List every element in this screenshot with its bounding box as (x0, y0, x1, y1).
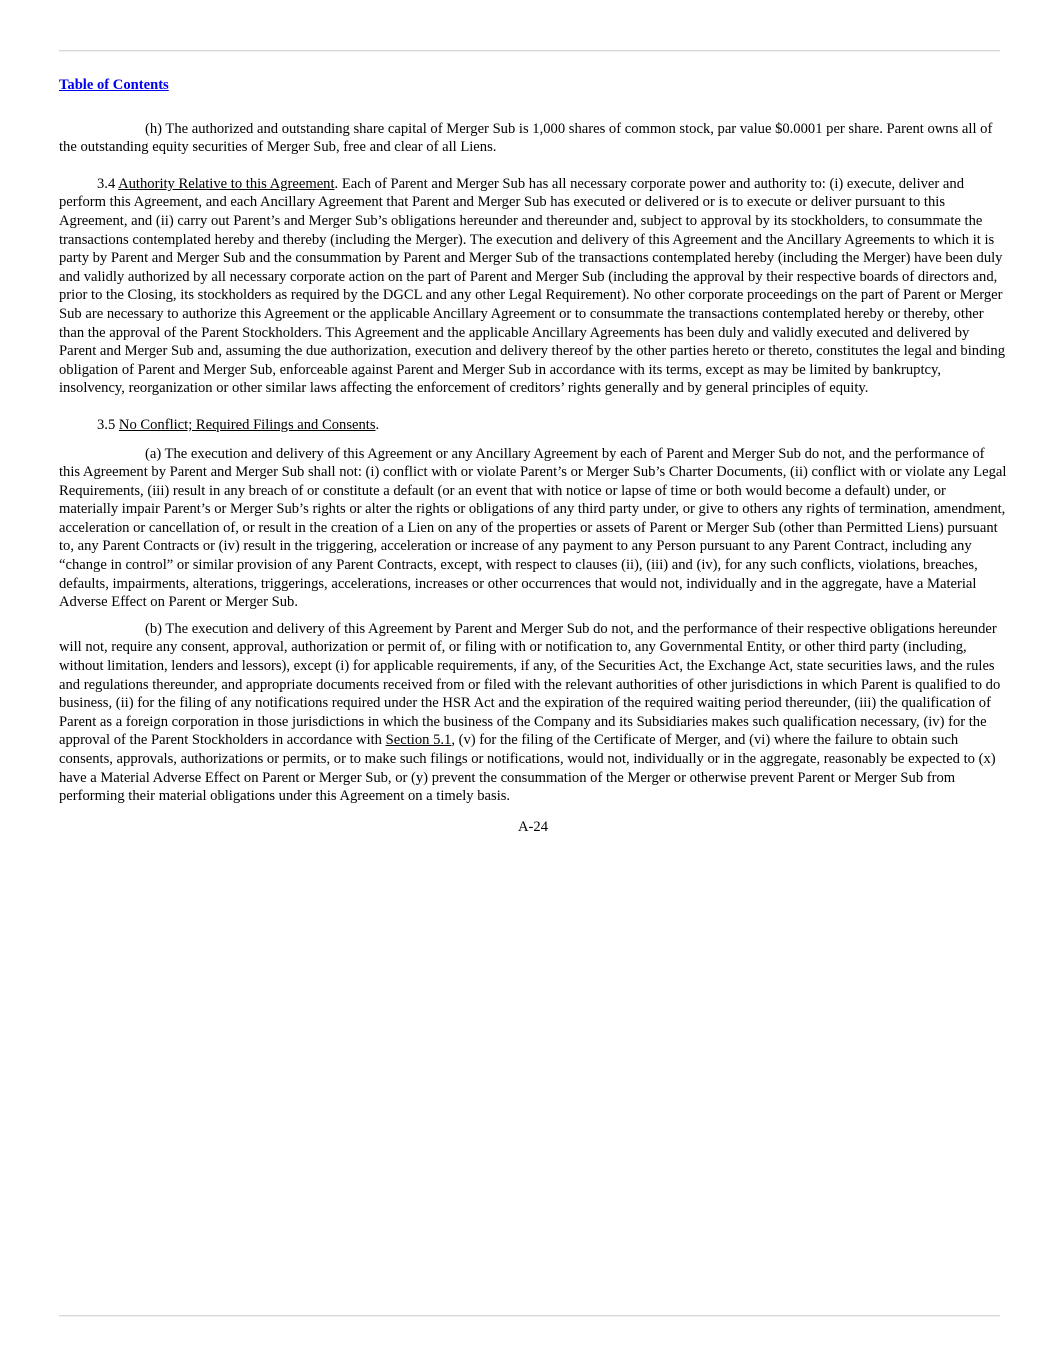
section-3-4-heading: Authority Relative to this Agreement (118, 175, 335, 192)
paragraph-b (59, 620, 1007, 806)
section-5-1-reference[interactable]: Section 5.1 (385, 732, 452, 749)
section-3-5-period: . (375, 416, 380, 433)
bottom-divider (59, 1315, 1000, 1316)
top-divider (59, 50, 1000, 51)
table-of-contents-link[interactable]: Table of Contents (59, 77, 169, 93)
paragraph-a: (a) The execution and delivery of this Agreement or any Ancillary Agreement by each of Parent and Merger Sub do not, and the performance of this Agreement by Parent and Merger Sub shall not: (i) conflict with or violate Parent’s or Merger Sub’s Charter Documents, (ii) conflict with or violate any Legal Requirements, (iii) result in any breach of or constitute a default (or an event that with notice or lapse of time or both would become a default) under, or materially impair Parent’s or Merger Sub’s rights or alter the rights or obligations of any third party under, or give to others any rights of termination, amendment, acceleration or cancellation of, or result in the creation of a Lien on any of the properties or assets of Parent or Merger Sub (other than Permitted Liens) pursuant to, any Parent Contracts or (iv) result in the triggering, acceleration or increase of any payment to any Person pursuant to any Parent Contract, including any “change in control” or similar provision of any Parent Contracts, except, with respect to clauses (ii), (iii) and (iv), for any such conflicts, violations, breaches, defaults, impairments, alterations, triggerings, accelerations, increases or other occurrences that would not, individually and in the aggregate, have a Material Adverse Effect on Parent or Merger Sub. (59, 445, 1007, 611)
paragraph-h: (h) The authorized and outstanding share capital of Merger Sub is 1,000 shares of common stock, par value $0.0001 per share. Parent owns all of the outstanding equity securities of Merger Sub, free and clear of all Liens. (59, 120, 993, 156)
section-3-4-number: 3.4 (97, 175, 116, 192)
section-3-5-heading: No Conflict; Required Filings and Consents (118, 416, 376, 433)
section-3-4-body: . Each of Parent and Merger Sub has all necessary corporate power and authority to: (i) execute, deliver and perform this Agreement, and each Ancillary Agreement that Parent and Merger Sub has executed or delivered or is to execute or deliver pursuant to this Agreement, and (ii) carry out Parent’s and Merger Sub’s obligations hereunder and thereunder and, subject to approval by its stockholders, to consummate the transactions contemplated hereby and thereby (including the Merger). The execution and delivery of this Agreement and the Ancillary Agreements to which it is party by Parent and Merger Sub and the consummation by Parent and Merger Sub of the transactions contemplated hereby (including the Merger) have been duly and validly authorized by all necessary corporate action on the part of Parent and Merger Sub (including the approval by their respective boards of directors and, prior to the Closing, its stockholders as required by the DGCL and any other Legal Requirement). No other corporate proceedings on the part of Parent or Merger Sub are necessary to authorize this Agreement or the applicable Ancillary Agreement or to consummate the transactions contemplated hereby or thereby, other than the approval of the Parent Stockholders. This Agreement and the applicable Ancillary Agreements has been duly and validly executed and delivered by Parent and Merger Sub and, assuming the due authorization, execution and delivery thereof by the other parties hereto or thereto, constitutes the legal and binding obligation of Parent and Merger Sub, enforceable against Parent and Merger Sub in accordance with its terms, except as may be limited by bankruptcy, insolvency, reorganization or other similar laws affecting the enforcement of creditors’ rights generally and by general principles of equity. (59, 175, 1006, 397)
document-body (59, 76, 1007, 836)
paragraph-b-text-2: , (v) for the filing of the Certificate of Merger, and (vi) where the failure to obtain such consents, approvals, authorizations or permits, or to make such filings or notifications, would not, individually or in the aggregate, reasonably be expected to (x) have a Material Adverse Effect on Parent or Merger Sub, or (y) prevent the consummation of the Merger or otherwise prevent Parent or Merger Sub from performing their material obligations under this Agreement on a timely basis. (59, 732, 996, 805)
section-3-5-number: 3.5 (97, 416, 116, 433)
section-3-4 (59, 175, 1007, 398)
section-3-5 (59, 416, 1007, 435)
paragraph-b-text-1: (b) The execution and delivery of this Agreement by Parent and Merger Sub do not, and the performance of their respective obligations hereunder will not, require any consent, approval, authorization or permit of, or filing with or notification to, any Governmental Entity, or other third party (including, without limitation, lenders and lessors), except (i) for applicable requirements, if any, of the Securities Act, the Exchange Act, state securities laws, and the rules and regulations thereunder, and appropriate documents received from or filed with the relevant authorities of other jurisdictions in which Parent is qualified to do business, (ii) for the filing of any notifications required under the HSR Act and the expiration of the required waiting period thereunder, (iii) the qualification of Parent as a foreign corporation in those jurisdictions in which the business of the Company and its Subsidiaries makes such qualification necessary, (iv) for the approval of the Parent Stockholders in accordance with (59, 620, 1001, 749)
page-number: A-24 (518, 818, 548, 835)
